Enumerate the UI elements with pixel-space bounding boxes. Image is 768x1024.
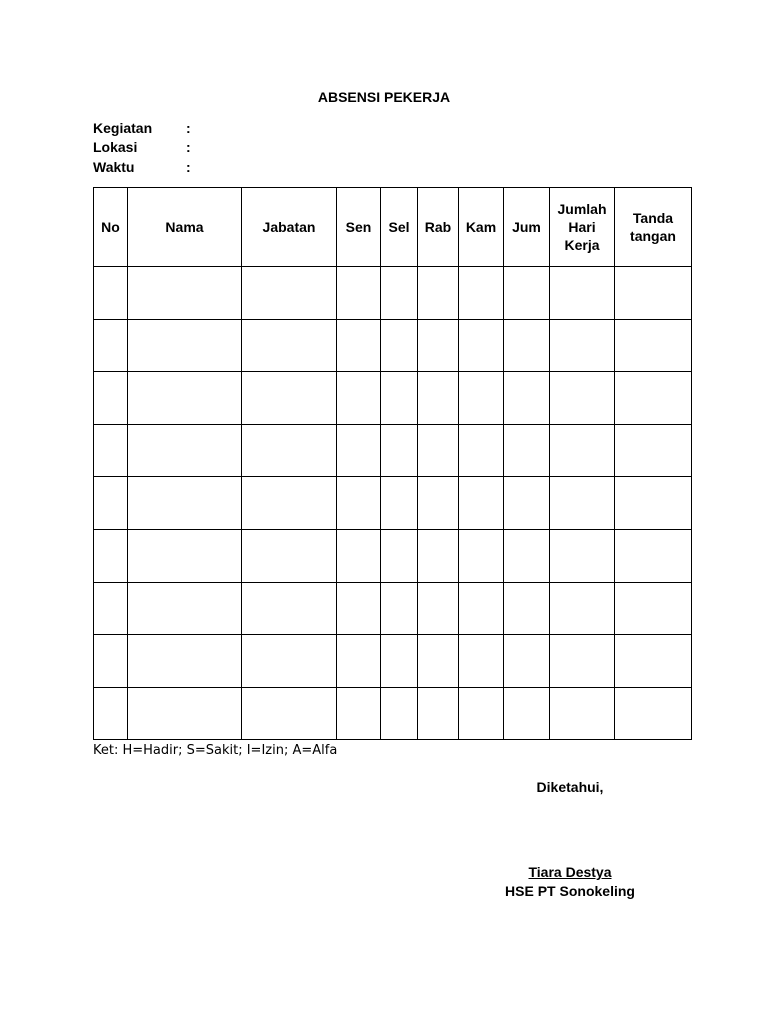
table-cell[interactable] xyxy=(504,582,550,635)
table-cell[interactable] xyxy=(381,635,418,688)
table-cell[interactable] xyxy=(128,319,242,372)
attendance-table xyxy=(93,187,692,740)
table-cell[interactable] xyxy=(94,529,128,582)
table-cell[interactable] xyxy=(615,267,692,320)
table-row xyxy=(94,319,692,372)
table-cell[interactable] xyxy=(550,582,615,635)
table-cell[interactable] xyxy=(337,635,381,688)
table-cell[interactable] xyxy=(94,635,128,688)
table-cell[interactable] xyxy=(550,529,615,582)
header-rab: Rab xyxy=(418,188,459,267)
table-cell[interactable] xyxy=(418,529,459,582)
table-cell[interactable] xyxy=(381,319,418,372)
table-cell[interactable] xyxy=(94,372,128,425)
table-cell[interactable] xyxy=(504,424,550,477)
table-cell[interactable] xyxy=(94,267,128,320)
header-nama: Nama xyxy=(128,188,242,267)
table-cell[interactable] xyxy=(504,477,550,530)
meta-row-kegiatan xyxy=(93,119,191,137)
meta-row-waktu xyxy=(93,158,191,176)
table-cell[interactable] xyxy=(337,529,381,582)
table-cell[interactable] xyxy=(94,477,128,530)
table-cell[interactable] xyxy=(242,477,337,530)
table-cell[interactable] xyxy=(550,687,615,740)
table-cell[interactable] xyxy=(337,372,381,425)
table-cell[interactable] xyxy=(242,687,337,740)
table-cell[interactable] xyxy=(128,687,242,740)
header-jum: Jum xyxy=(504,188,550,267)
table-cell[interactable] xyxy=(242,582,337,635)
meta-colon: : xyxy=(186,139,191,155)
table-cell[interactable] xyxy=(128,267,242,320)
legend-note: Ket: H=Hadir; S=Sakit; I=Izin; A=Alfa xyxy=(93,743,338,758)
header-kam: Kam xyxy=(459,188,504,267)
header-jabatan: Jabatan xyxy=(242,188,337,267)
table-cell[interactable] xyxy=(459,635,504,688)
table-cell[interactable] xyxy=(615,424,692,477)
table-cell[interactable] xyxy=(459,424,504,477)
table-cell[interactable] xyxy=(128,372,242,425)
table-row xyxy=(94,529,692,582)
table-cell[interactable] xyxy=(550,267,615,320)
table-row xyxy=(94,687,692,740)
table-cell[interactable] xyxy=(615,319,692,372)
table-cell[interactable] xyxy=(418,477,459,530)
meta-row-lokasi xyxy=(93,138,191,156)
header-sel: Sel xyxy=(381,188,418,267)
table-cell[interactable] xyxy=(242,267,337,320)
table-row xyxy=(94,635,692,688)
table-cell[interactable] xyxy=(418,687,459,740)
table-cell[interactable] xyxy=(615,372,692,425)
table-cell[interactable] xyxy=(459,687,504,740)
table-cell[interactable] xyxy=(337,424,381,477)
table-cell[interactable] xyxy=(381,529,418,582)
header-tanda-tangan: Tanda tangan xyxy=(615,188,692,267)
table-cell[interactable] xyxy=(504,267,550,320)
table-cell[interactable] xyxy=(504,635,550,688)
header-sen: Sen xyxy=(337,188,381,267)
table-cell[interactable] xyxy=(337,687,381,740)
meta-colon: : xyxy=(186,120,191,136)
table-cell[interactable] xyxy=(615,635,692,688)
table-cell[interactable] xyxy=(459,372,504,425)
table-cell[interactable] xyxy=(381,582,418,635)
table-cell[interactable] xyxy=(418,635,459,688)
table-cell[interactable] xyxy=(337,582,381,635)
table-cell[interactable] xyxy=(337,477,381,530)
table-body xyxy=(94,267,692,740)
table-cell[interactable] xyxy=(337,319,381,372)
signature-name: Tiara Destya xyxy=(528,864,612,880)
table-cell[interactable] xyxy=(94,687,128,740)
table-cell[interactable] xyxy=(550,372,615,425)
table-cell[interactable] xyxy=(94,319,128,372)
table-cell[interactable] xyxy=(418,582,459,635)
table-cell[interactable] xyxy=(381,372,418,425)
table-cell[interactable] xyxy=(128,582,242,635)
table-cell[interactable] xyxy=(504,687,550,740)
table-cell[interactable] xyxy=(381,424,418,477)
table-cell[interactable] xyxy=(418,372,459,425)
meta-label-kegiatan: Kegiatan xyxy=(93,120,153,136)
table-cell[interactable] xyxy=(459,267,504,320)
table-cell[interactable] xyxy=(381,687,418,740)
table-cell[interactable] xyxy=(550,635,615,688)
table-cell[interactable] xyxy=(128,424,242,477)
table-cell[interactable] xyxy=(418,267,459,320)
table-cell[interactable] xyxy=(128,529,242,582)
table-cell[interactable] xyxy=(504,529,550,582)
table-cell[interactable] xyxy=(418,424,459,477)
header-jumlah-hari-kerja: Jumlah Hari Kerja xyxy=(550,188,615,267)
meta-label-lokasi: Lokasi xyxy=(93,139,138,155)
table-cell[interactable] xyxy=(550,424,615,477)
table-cell[interactable] xyxy=(128,635,242,688)
table-cell[interactable] xyxy=(242,424,337,477)
table-cell[interactable] xyxy=(550,319,615,372)
table-cell[interactable] xyxy=(615,582,692,635)
table-row xyxy=(94,267,692,320)
table-cell[interactable] xyxy=(94,424,128,477)
table-row xyxy=(94,424,692,477)
signature-acknowledged: Diketahui, xyxy=(536,779,604,795)
table-cell[interactable] xyxy=(94,582,128,635)
table-cell[interactable] xyxy=(459,529,504,582)
header-no: No xyxy=(94,188,128,267)
meta-label-waktu: Waktu xyxy=(93,159,135,175)
table-cell[interactable] xyxy=(459,319,504,372)
table-cell[interactable] xyxy=(381,267,418,320)
table-cell[interactable] xyxy=(128,477,242,530)
meta-colon: : xyxy=(186,159,191,175)
table-cell[interactable] xyxy=(550,477,615,530)
table-row xyxy=(94,372,692,425)
table-cell[interactable] xyxy=(504,319,550,372)
table-cell[interactable] xyxy=(337,267,381,320)
table-cell[interactable] xyxy=(615,529,692,582)
table-cell[interactable] xyxy=(615,687,692,740)
table-header-row xyxy=(94,188,692,267)
page-title: ABSENSI PEKERJA xyxy=(317,89,451,105)
table-cell[interactable] xyxy=(381,477,418,530)
table-cell[interactable] xyxy=(242,319,337,372)
table-cell[interactable] xyxy=(459,582,504,635)
table-cell[interactable] xyxy=(242,529,337,582)
table-cell[interactable] xyxy=(615,477,692,530)
table-cell[interactable] xyxy=(242,635,337,688)
table-cell[interactable] xyxy=(504,372,550,425)
table-row xyxy=(94,477,692,530)
table-row xyxy=(94,582,692,635)
table-cell[interactable] xyxy=(418,319,459,372)
table-cell[interactable] xyxy=(459,477,504,530)
signature-position: HSE PT Sonokeling xyxy=(505,883,635,899)
table-cell[interactable] xyxy=(242,372,337,425)
